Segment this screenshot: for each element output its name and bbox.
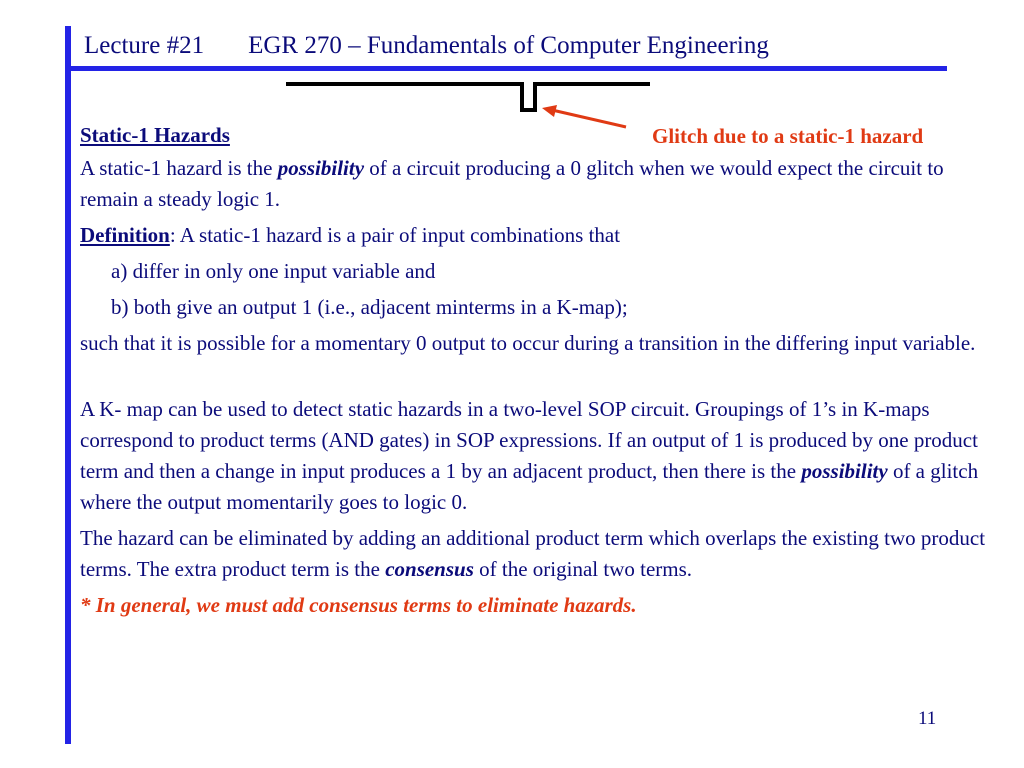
- intro-text-start: A static-1 hazard is the: [80, 156, 278, 180]
- elimination-text-start: The hazard can be eliminated by adding an additional product term which overlaps the existing two product terms. The extra product term is the: [80, 526, 986, 581]
- left-accent-bar: [65, 26, 71, 744]
- course-title: EGR 270 – Fundamentals of Computer Engineering: [248, 32, 769, 59]
- header-underline-bar: [65, 66, 947, 71]
- slide-body: [80, 120, 990, 621]
- definition-item-b: b) both give an output 1 (i.e., adjacent minterms in a K-map);: [111, 295, 628, 319]
- glitch-annotation: Glitch due to a static-1 hazard: [652, 124, 924, 148]
- kmap-paragraph: [80, 394, 990, 518]
- definition-item-a: a) differ in only one input variable and: [111, 259, 436, 283]
- page-number: 11: [918, 708, 937, 729]
- lecture-label: Lecture #21: [84, 32, 205, 59]
- intro-text-end: of a circuit producing a 0 glitch when we would expect the circuit to remain a steady logic 1.: [80, 156, 944, 211]
- kmap-emphasis: possibility: [801, 459, 888, 483]
- intro-emphasis: possibility: [277, 156, 365, 180]
- kmap-text-start: A K- map can be used to detect static hazards in a two-level SOP circuit. Groupings of 1’s in K-maps correspond to product terms (AND gates) in SOP expressions. If an output of 1 is produced by one product term and then a change in input produces a 1 by an adjacent product, then there is the: [80, 397, 978, 483]
- elimination-emphasis: consensus: [385, 557, 474, 581]
- kmap-text-end: of a glitch where the output momentarily goes to logic 0.: [80, 459, 979, 514]
- elimination-text-end: of the original two terms.: [473, 557, 693, 581]
- definition-term: Definition: [80, 223, 170, 247]
- definition-line: [80, 220, 990, 251]
- general-note: * In general, we must add consensus terms to eliminate hazards.: [80, 593, 637, 617]
- glitch-waveform: [286, 84, 650, 110]
- glitch-arrow-head: [542, 105, 557, 117]
- definition-conclusion: such that it is possible for a momentary 0 output to occur during a transition in the differing input variable.: [80, 331, 976, 355]
- slide-header: [84, 32, 769, 60]
- intro-paragraph: [80, 153, 990, 215]
- elimination-paragraph: [80, 523, 990, 585]
- section-heading: Static-1 Hazards: [80, 123, 230, 147]
- definition-text: : A static-1 hazard is a pair of input combinations that: [169, 223, 621, 247]
